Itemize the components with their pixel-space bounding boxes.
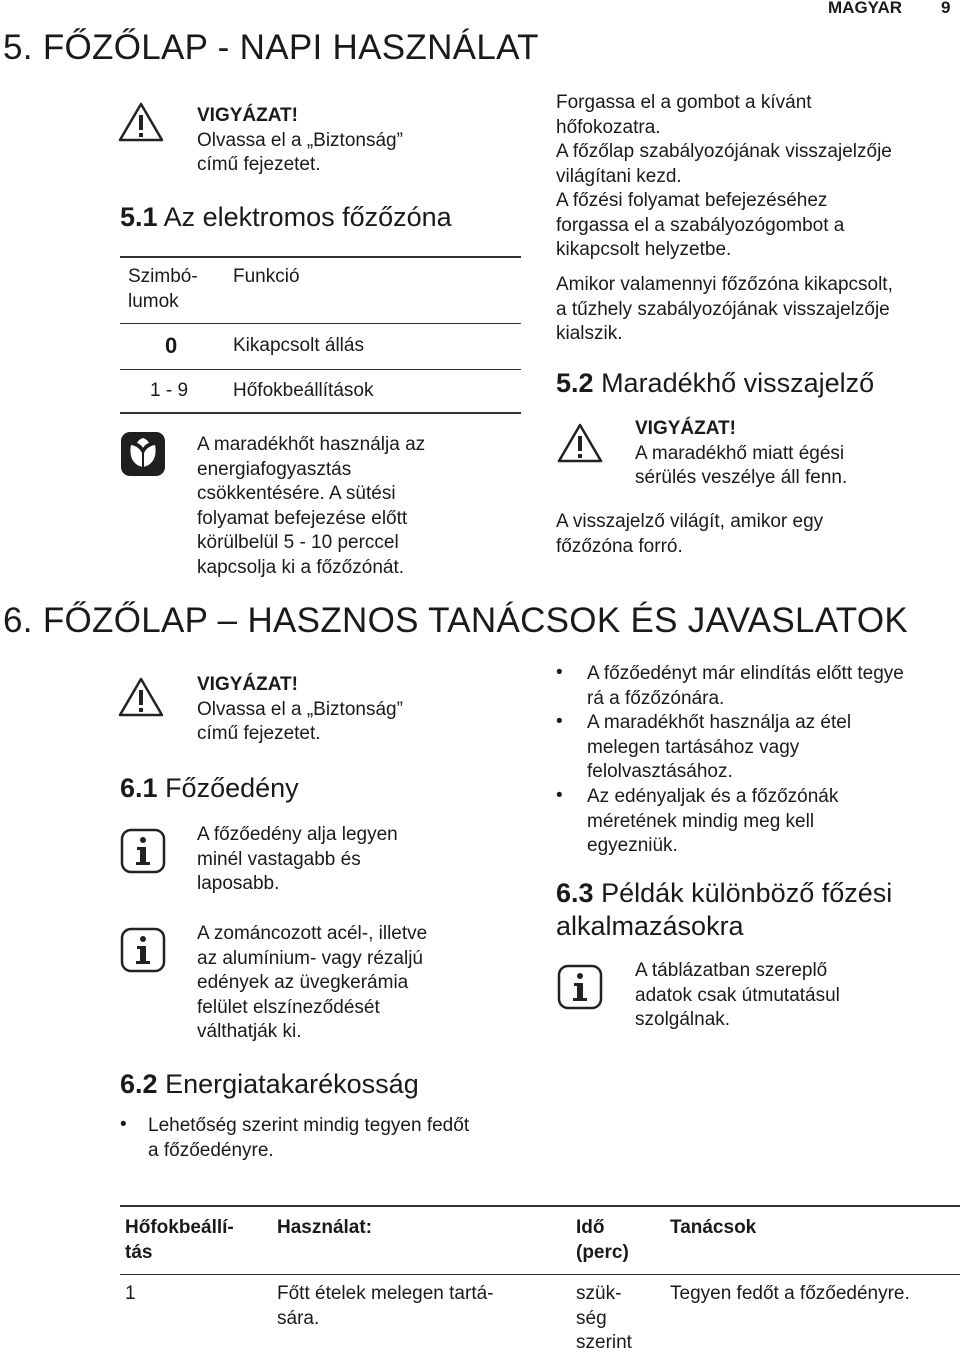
- header-line: Szimbó-: [128, 266, 198, 287]
- function-levels: Hőfokbeállítások: [233, 380, 374, 401]
- warning-triangle-icon: [556, 422, 604, 464]
- warning-triangle-icon: [117, 101, 165, 143]
- header-line: Idő: [576, 1217, 605, 1238]
- warning-text-line: Olvassa el a „Biztonság”: [197, 698, 403, 720]
- text-line: Amikor valamennyi főzőzóna kikapcsolt,: [556, 274, 893, 295]
- function-off: Kikapcsolt állás: [233, 335, 364, 356]
- tip-bullet-3: [587, 785, 838, 859]
- text-line: szerint: [576, 1332, 632, 1353]
- warning-title: VIGYÁZAT!: [197, 105, 298, 126]
- text-line: A főzési folyamat befejezéséhez: [556, 190, 828, 211]
- table-cell-time: [576, 1282, 632, 1356]
- text-line: ség: [576, 1307, 607, 1329]
- warning-text-line: című fejezetet.: [197, 154, 321, 175]
- text-line: Lehetőség szerint mindig tegyen fedőt: [148, 1115, 470, 1136]
- section-5-title: 5. FŐZŐLAP - NAPI HASZNÁLAT: [3, 28, 539, 67]
- warning-block-5: [197, 104, 403, 178]
- text-line: A táblázatban szereplő: [635, 960, 828, 981]
- text-line: edények az üvegkerámia: [197, 972, 409, 993]
- bullet-marker: •: [120, 1114, 127, 1135]
- warning-title: VIGYÁZAT!: [197, 674, 298, 695]
- text-line: rá a főzőzónára.: [587, 687, 725, 709]
- subsection-6-1-heading: [120, 773, 299, 804]
- subsection-title: Az elektromos főzőzóna: [163, 202, 452, 232]
- cookware-info-1: [197, 823, 398, 897]
- subsection-number: 5.2: [556, 368, 594, 398]
- text-line: minél vastagabb és: [197, 848, 361, 870]
- tip-bullet-2: [587, 711, 851, 785]
- text-line: felolvasztásához.: [587, 761, 733, 782]
- subsection-title: Maradékhő visszajelző: [601, 368, 875, 398]
- subsection-number: 5.1: [120, 202, 158, 232]
- text-line: főzőzóna forró.: [556, 535, 683, 557]
- symbol-zero: 0: [165, 333, 178, 358]
- bullet-marker: •: [556, 711, 563, 732]
- table-top-rule: [120, 1205, 960, 1207]
- text-line: Az edényaljak és a főzőzónák: [587, 786, 839, 807]
- text-line: szolgálnak.: [635, 1009, 731, 1030]
- text-line: kikapcsolt helyzetbe.: [556, 239, 732, 260]
- header-language: MAGYAR: [828, 0, 902, 17]
- table-rule: [120, 1274, 960, 1275]
- header-line: (perc): [576, 1241, 629, 1263]
- text-line: méretének mindig meg kell: [587, 810, 815, 832]
- table-header-time: [576, 1216, 629, 1265]
- text-line: világítani kezd.: [556, 165, 682, 187]
- table-bottom-rule: [120, 412, 521, 414]
- table-header-setting: [125, 1216, 234, 1265]
- text-line: A maradékhőt használja az: [197, 434, 426, 455]
- section-6-title: 6. FŐZŐLAP – HASZNOS TANÁCSOK ÉS JAVASLATOK: [3, 601, 909, 640]
- text-line: A zománcozott acél-, illetve: [197, 923, 428, 944]
- subsection-number: 6.3: [556, 878, 594, 908]
- warning-text-line: című fejezetet.: [197, 723, 321, 744]
- text-line: melegen tartásához vagy: [587, 736, 800, 758]
- subsection-6-3-heading: [556, 877, 892, 943]
- subsection-6-2-heading: [120, 1069, 419, 1100]
- text-line: a főzőedényre.: [148, 1139, 274, 1161]
- table-top-rule: [120, 256, 521, 258]
- cookware-info-2: [197, 922, 427, 1045]
- warning-block-6: [197, 673, 403, 747]
- text-line: hőfokozatra.: [556, 116, 661, 138]
- bullet-marker: •: [556, 785, 563, 806]
- text-line: folyamat befejezése előtt: [197, 507, 408, 529]
- text-line: A főzőedényt már elindítás előtt tegye: [587, 663, 904, 684]
- text-line: A maradékhőt használja az étel: [587, 712, 852, 733]
- warning-text-line: sérülés veszélye áll fenn.: [635, 467, 848, 488]
- text-line: körülbelül 5 - 10 perccel: [197, 532, 399, 553]
- text-line: Főtt ételek melegen tartá-: [277, 1283, 494, 1304]
- text-line: sára.: [277, 1307, 320, 1329]
- residual-heat-text: [556, 510, 823, 559]
- header-line: tás: [125, 1241, 153, 1263]
- subsection-title-cont: alkalmazásokra: [556, 911, 744, 941]
- text-line: adatok csak útmutatásul: [635, 984, 840, 1006]
- info-icon: [120, 828, 166, 874]
- bullet-marker: •: [556, 662, 563, 683]
- energy-saving-bullet: [148, 1114, 469, 1163]
- table-cell-tip: Tegyen fedőt a főzőedényre.: [670, 1283, 910, 1304]
- text-line: Forgassa el a gombot a kívánt: [556, 92, 812, 113]
- symbol-table-header-symbols: [128, 265, 198, 314]
- text-line: válthatják ki.: [197, 1021, 302, 1042]
- text-line: az alumínium- vagy rézaljú: [197, 947, 423, 969]
- header-line: lumok: [128, 290, 179, 312]
- text-line: egyezniük.: [587, 835, 678, 856]
- operating-instructions: [556, 91, 892, 263]
- eco-leaf-icon: [120, 431, 166, 477]
- tip-bullet-1: [587, 662, 904, 711]
- info-icon: [557, 964, 603, 1010]
- subsection-number: 6.2: [120, 1069, 158, 1099]
- text-line: a tűzhely szabályozójának visszajelzője: [556, 298, 890, 320]
- subsection-title: Példák különböző főzési: [601, 878, 893, 908]
- subsection-number: 6.1: [120, 773, 158, 803]
- table-cell-setting: 1: [125, 1283, 136, 1304]
- table-header-tips: Tanácsok: [670, 1217, 757, 1238]
- text-line: felület elszíneződését: [197, 996, 380, 1018]
- text-line: forgassa el a szabályozógombot a: [556, 214, 845, 236]
- text-line: A főzőlap szabályozójának visszajelzője: [556, 141, 892, 162]
- text-line: csökkentésére. A sütési: [197, 483, 396, 504]
- text-line: kapcsolja ki a főzőzónát.: [197, 556, 405, 578]
- symbol-table-header-function: Funkció: [233, 266, 300, 287]
- examples-info: [635, 959, 840, 1033]
- text-line: szük-: [576, 1283, 622, 1304]
- warning-block-5-2: [635, 417, 847, 491]
- table-rule: [120, 323, 521, 324]
- table-rule: [120, 369, 521, 370]
- warning-triangle-icon: [117, 676, 165, 718]
- page-number: 9: [941, 0, 951, 17]
- text-line: A visszajelző világít, amikor egy: [556, 511, 824, 532]
- subsection-title: Főzőedény: [165, 773, 299, 803]
- text-line: laposabb.: [197, 873, 280, 894]
- table-header-use: Használat:: [277, 1217, 373, 1238]
- text-line: A főzőedény alja legyen: [197, 824, 398, 845]
- table-cell-use: [277, 1282, 494, 1331]
- warning-title: VIGYÁZAT!: [635, 418, 736, 439]
- symbol-levels: 1 - 9: [150, 380, 189, 401]
- text-line: kialszik.: [556, 323, 623, 344]
- subsection-title: Energiatakarékosság: [165, 1069, 419, 1099]
- text-line: energiafogyasztás: [197, 458, 352, 480]
- warning-text-line: A maradékhő miatt égési: [635, 442, 845, 464]
- subsection-5-1-heading: [120, 202, 452, 233]
- header-line: Hőfokbeállí-: [125, 1217, 234, 1238]
- all-zones-off-note: [556, 273, 893, 347]
- info-icon: [120, 927, 166, 973]
- warning-text-line: Olvassa el a „Biztonság”: [197, 129, 403, 151]
- subsection-5-2-heading: [556, 368, 874, 399]
- eco-note: [197, 433, 425, 580]
